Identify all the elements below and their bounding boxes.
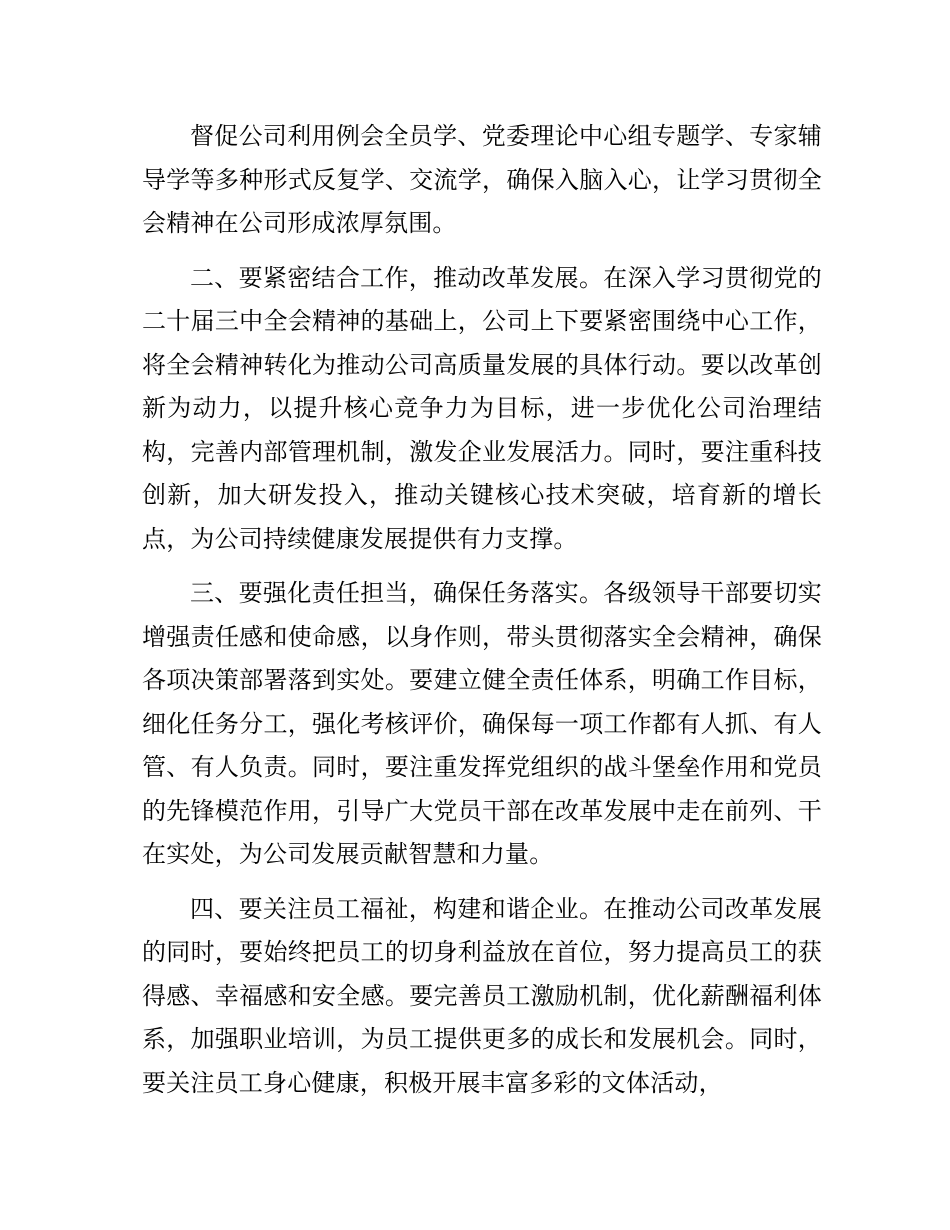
paragraph-employee-welfare: 四、要关注员工福祉，构建和谐企业。在推动公司改革发展的同时，要始终把员工的切身利益放在首位，努力提高员工的获得感、幸福感和安全感。要完善员工激励机制，优化薪酬福利体系，加强职业培训，为员工提供更多的成长和发展机会。同时，要关注员工身心健康，积极开展丰富多彩的文体活动，: [142, 894, 822, 1097]
paragraph-responsibility: 三、要强化责任担当，确保任务落实。各级领导干部要切实增强责任感和使命感，以身作则，带头贯彻落实全会精神，确保各项决策部署落到实处。要建立健全责任体系，明确工作目标，细化任务分工，强化考核评价，确保每一项工作都有人抓、有人管、有人负责。同时，要注重发挥党组织的战斗堡垒作用和党员的先锋模范作用，引导广大党员干部在改革发展中走在前列、干在实处，为公司发展贡献智慧和力量。: [142, 579, 822, 868]
document-body: [142, 115, 822, 1116]
paragraph-reform-development: 二、要紧密结合工作，推动改革发展。在深入学习贯彻党的二十届三中全会精神的基础上，公司上下要紧密围绕中心工作，将全会精神转化为推动公司高质量发展的具体行动。要以改革创新为动力，以提升核心竞争力为目标，进一步优化公司治理结构，完善内部管理机制，激发企业发展活力。同时，要注重科技创新，加大研发投入，推动关键核心技术突破，培育新的增长点，为公司持续健康发展提供有力支撑。: [142, 263, 822, 553]
paragraph-study-methods: 督促公司利用例会全员学、党委理论中心组专题学、专家辅导学等多种形式反复学、交流学，确保入脑入心，让学习贯彻全会精神在公司形成浓厚氛围。: [142, 122, 822, 237]
